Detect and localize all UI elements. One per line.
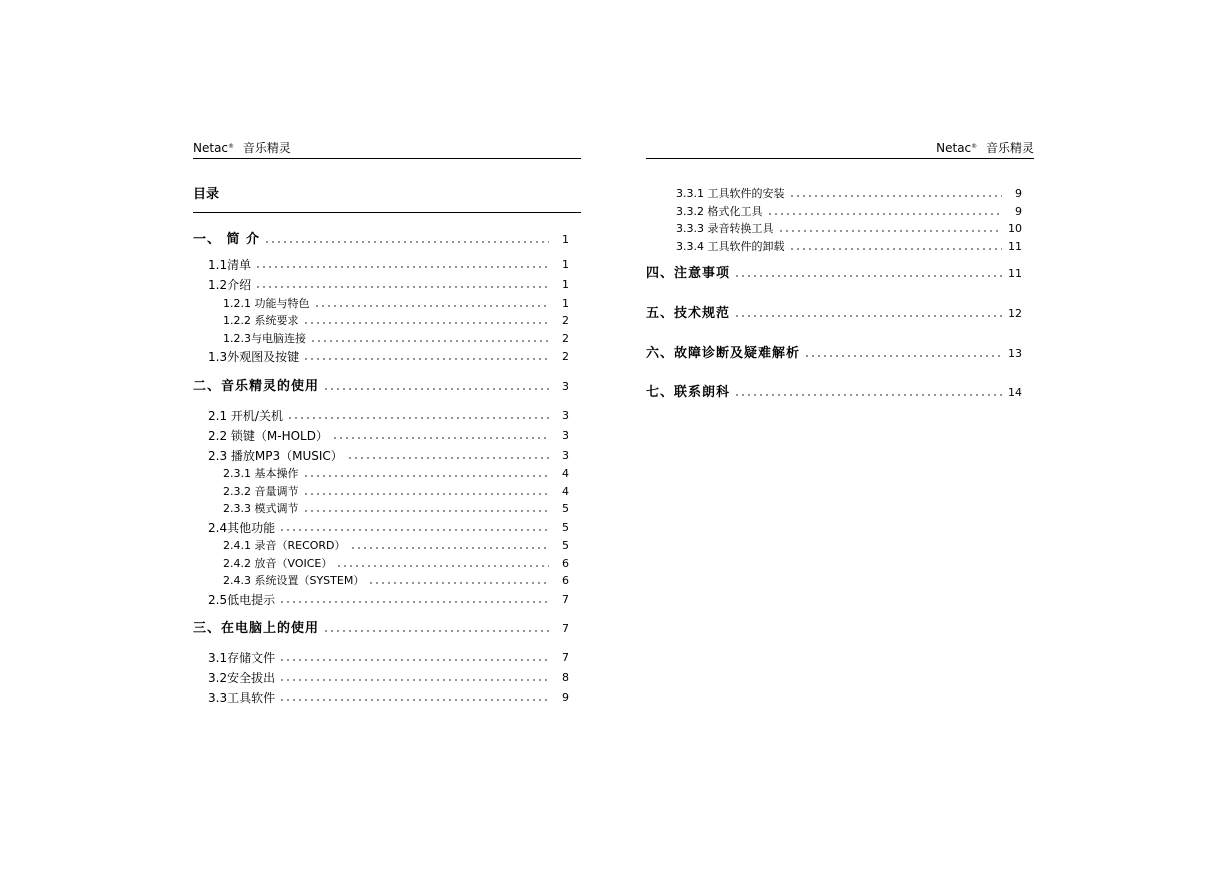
- toc-entry-label: 六、故障诊断及疑难解析: [646, 346, 804, 362]
- right-page: [646, 0, 1034, 870]
- dot-leader: [778, 230, 1002, 232]
- toc-entry-label: 二、音乐精灵的使用: [193, 379, 323, 395]
- toc-entry-label: 3.2安全拔出: [208, 670, 279, 686]
- toc-entry[interactable]: [646, 221, 1022, 237]
- dot-leader: [279, 699, 549, 701]
- toc-entry-label: 2.3.2 音量调节: [223, 484, 303, 500]
- dot-leader: [804, 355, 1002, 357]
- toc-page-number: 14: [1008, 386, 1022, 399]
- toc-page-number: 12: [1008, 307, 1022, 320]
- toc-entry[interactable]: [193, 484, 569, 500]
- toc-page-number: 1: [562, 297, 569, 310]
- dot-leader: [279, 679, 549, 681]
- toc-page-number: 2: [562, 314, 569, 327]
- toc-page-number: 5: [562, 502, 569, 515]
- dot-leader: [323, 630, 549, 632]
- dot-leader: [347, 457, 549, 459]
- dot-leader: [332, 437, 549, 439]
- toc-page-number: 11: [1008, 267, 1022, 280]
- dot-leader: [734, 315, 1002, 317]
- toc-entry[interactable]: [193, 379, 569, 395]
- toc-entry-label: 3.3.1 工具软件的安装: [676, 186, 789, 202]
- toc-page-number: 4: [562, 485, 569, 498]
- product-name: 音乐精灵: [242, 141, 291, 155]
- toc-entry[interactable]: [193, 501, 569, 517]
- toc-page-number: 6: [562, 574, 569, 587]
- toc-entry[interactable]: [193, 349, 569, 365]
- toc-entry[interactable]: [193, 592, 569, 608]
- toc-entry[interactable]: [193, 556, 569, 572]
- dot-leader: [789, 195, 1002, 197]
- toc-entry-label: 2.4.1 录音（RECORD）: [223, 538, 350, 554]
- toc-entry-label: 2.1 开机/关机: [208, 408, 287, 424]
- toc-entry-label: 一、 简 介: [193, 232, 264, 248]
- toc-entry-label: 2.4.3 系统设置（SYSTEM）: [223, 573, 368, 589]
- toc-entry[interactable]: [646, 385, 1022, 401]
- toc-entry[interactable]: [193, 331, 569, 347]
- toc-entry-label: 五、技术规范: [646, 306, 734, 322]
- dot-leader: [255, 266, 549, 268]
- toc-entry-label: 3.1存储文件: [208, 650, 279, 666]
- brand-name: Netac®: [193, 141, 235, 155]
- toc-page-number: 3: [562, 409, 569, 422]
- toc-page-number: 9: [562, 691, 569, 704]
- dot-leader: [279, 529, 549, 531]
- toc-entry[interactable]: [193, 520, 569, 536]
- toc-entry-label: 2.3 播放MP3（MUSIC）: [208, 448, 347, 464]
- toc-page-number: 1: [562, 258, 569, 271]
- toc-entry-label: 2.5低电提示: [208, 592, 279, 608]
- toc-entry[interactable]: [193, 257, 569, 273]
- page-header: [193, 140, 581, 159]
- left-page: [193, 0, 581, 870]
- dot-leader: [767, 213, 1002, 215]
- toc-entry-label: 1.1清单: [208, 257, 255, 273]
- toc-entry[interactable]: [646, 266, 1022, 282]
- toc-entry-label: 三、在电脑上的使用: [193, 621, 323, 637]
- toc-page-number: 7: [562, 622, 569, 635]
- toc-entry[interactable]: [193, 621, 569, 637]
- toc-page-number: 6: [562, 557, 569, 570]
- brand-name: Netac®: [936, 141, 978, 155]
- toc-entry-label: 2.2 锁键（M-HOLD）: [208, 428, 332, 444]
- toc-entry-label: 2.3.3 模式调节: [223, 501, 303, 517]
- dot-leader: [789, 248, 1002, 250]
- dot-leader: [303, 358, 549, 360]
- toc-title: 目录: [193, 186, 581, 213]
- toc-entry[interactable]: [193, 573, 569, 589]
- toc-entry[interactable]: [193, 428, 569, 444]
- toc-page-number: 3: [562, 380, 569, 393]
- toc-entry[interactable]: [646, 306, 1022, 322]
- toc-entry-label: 七、联系朗科: [646, 385, 734, 401]
- toc-page-number: 10: [1008, 222, 1022, 235]
- page-header: [646, 140, 1034, 159]
- toc-entry[interactable]: [193, 448, 569, 464]
- toc-entry-label: 2.3.1 基本操作: [223, 466, 303, 482]
- dot-leader: [303, 493, 549, 495]
- toc-entry[interactable]: [193, 650, 569, 666]
- dot-leader: [279, 659, 549, 661]
- toc-page-number: 11: [1008, 240, 1022, 253]
- product-name: 音乐精灵: [985, 141, 1034, 155]
- toc-entry-label: 3.3.3 录音转换工具: [676, 221, 778, 237]
- toc-entry-label: 1.2.1 功能与特色: [223, 296, 314, 312]
- dot-leader: [336, 565, 549, 567]
- toc-entry[interactable]: [646, 239, 1022, 255]
- toc-entry[interactable]: [193, 408, 569, 424]
- toc-entry-label: 3.3.4 工具软件的卸载: [676, 239, 789, 255]
- toc-page-number: 13: [1008, 347, 1022, 360]
- toc-entry-label: 四、注意事项: [646, 266, 734, 282]
- dot-leader: [734, 394, 1002, 396]
- toc-entry[interactable]: [193, 313, 569, 329]
- toc-page-number: 7: [562, 651, 569, 664]
- toc-page-number: 3: [562, 429, 569, 442]
- dot-leader: [255, 286, 549, 288]
- toc-page-number: 1: [562, 233, 569, 246]
- toc-entry-label: 1.2.3与电脑连接: [223, 331, 310, 347]
- toc-entry[interactable]: [193, 670, 569, 686]
- dot-leader: [303, 475, 549, 477]
- toc-page-number: 9: [1015, 187, 1022, 200]
- toc-entry-label: 2.4其他功能: [208, 520, 279, 536]
- toc-entry-label: 3.3.2 格式化工具: [676, 204, 767, 220]
- dot-leader: [350, 547, 549, 549]
- toc-page-number: 5: [562, 539, 569, 552]
- toc-entry[interactable]: [193, 690, 569, 706]
- toc-entry-label: 1.2.2 系统要求: [223, 313, 303, 329]
- dot-leader: [323, 388, 549, 390]
- toc-entry[interactable]: [193, 538, 569, 554]
- toc-entry[interactable]: [646, 186, 1022, 202]
- toc-entry[interactable]: [193, 232, 569, 248]
- toc-entry[interactable]: [646, 346, 1022, 362]
- toc-entry[interactable]: [193, 466, 569, 482]
- dot-leader: [303, 510, 549, 512]
- toc-page-number: 7: [562, 593, 569, 606]
- toc-page-number: 3: [562, 449, 569, 462]
- dot-leader: [279, 601, 549, 603]
- toc-page-number: 8: [562, 671, 569, 684]
- dot-leader: [368, 582, 549, 584]
- dot-leader: [264, 241, 549, 243]
- toc-entry-label: 1.2介绍: [208, 277, 255, 293]
- toc-entry-label: 1.3外观图及按键: [208, 349, 303, 365]
- toc-page-number: 2: [562, 350, 569, 363]
- toc-entry[interactable]: [193, 277, 569, 293]
- toc-page-number: 2: [562, 332, 569, 345]
- dot-leader: [303, 322, 549, 324]
- toc-entry-label: 3.3工具软件: [208, 690, 279, 706]
- toc-entry[interactable]: [193, 296, 569, 312]
- dot-leader: [310, 340, 549, 342]
- dot-leader: [314, 305, 549, 307]
- toc-page-number: 9: [1015, 205, 1022, 218]
- dot-leader: [287, 417, 549, 419]
- toc-entry-label: 2.4.2 放音（VOICE）: [223, 556, 336, 572]
- toc-entry[interactable]: [646, 204, 1022, 220]
- toc-page-number: 5: [562, 521, 569, 534]
- toc-page-number: 4: [562, 467, 569, 480]
- toc-page-number: 1: [562, 278, 569, 291]
- dot-leader: [734, 275, 1002, 277]
